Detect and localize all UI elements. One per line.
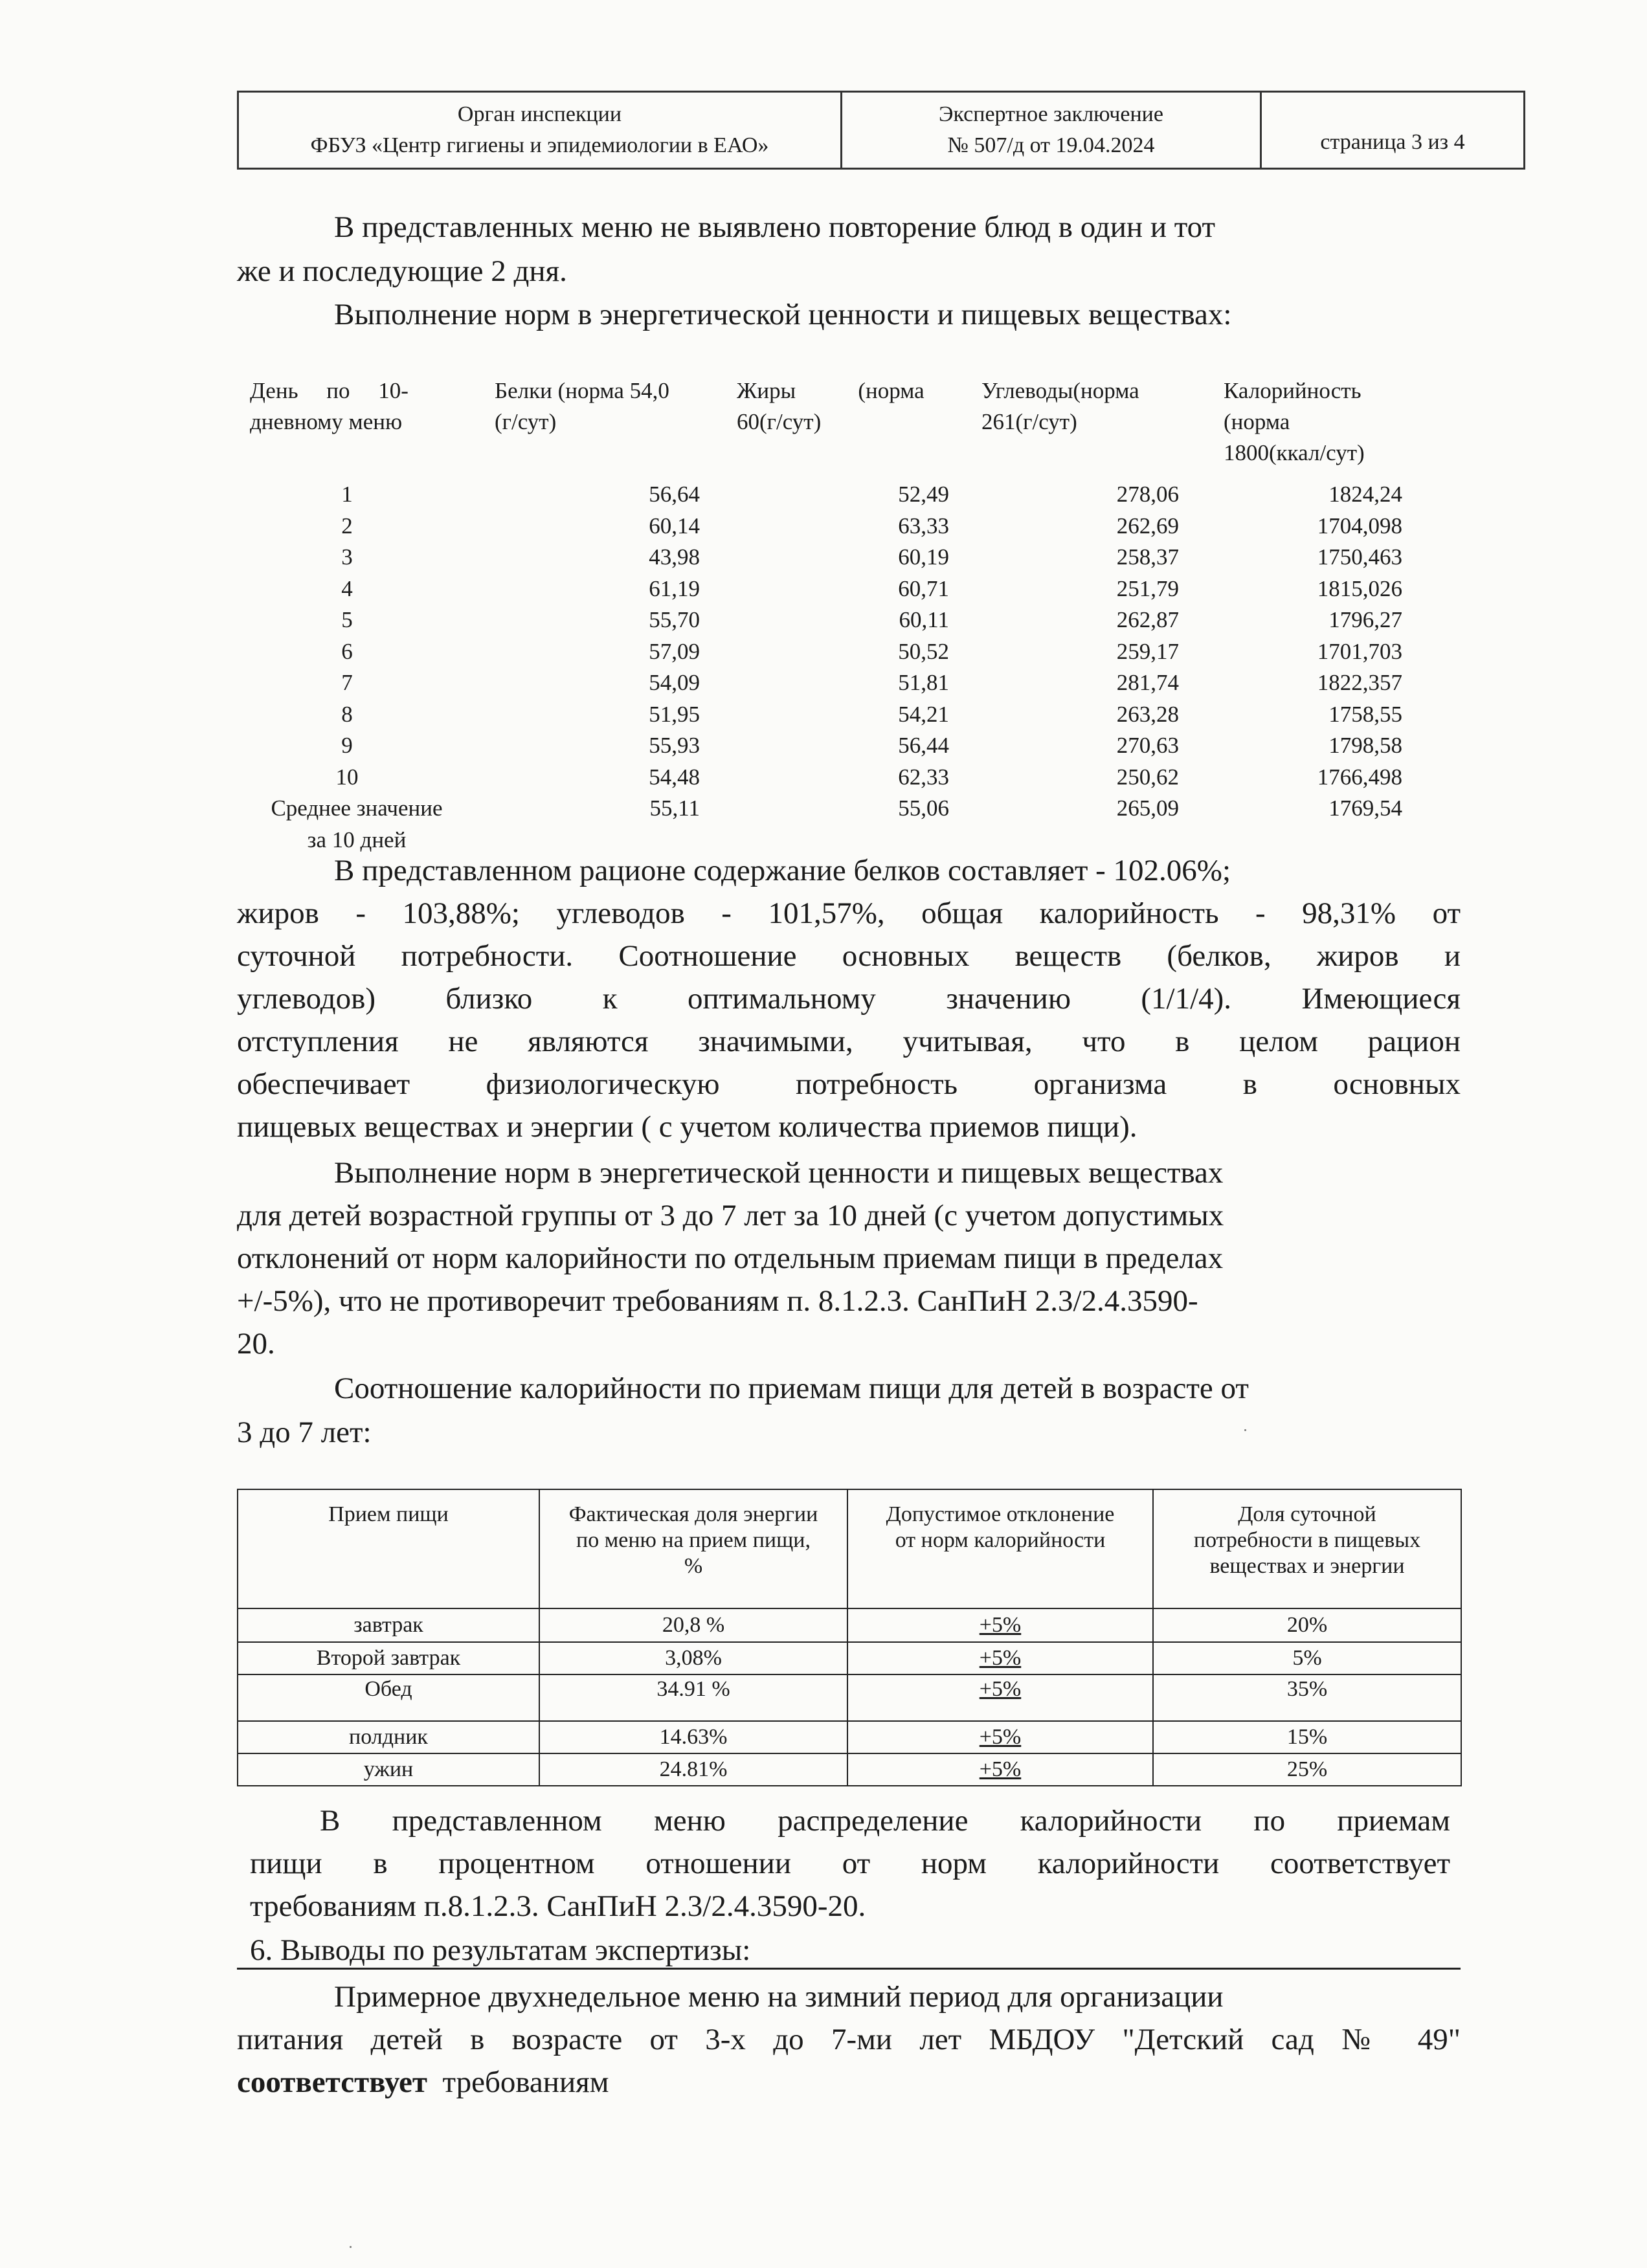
- scan-speck: [1244, 1429, 1246, 1431]
- conclusion-line-3: [237, 2061, 609, 2104]
- scan-speck: [350, 2246, 352, 2248]
- avg-label-2: за 10 дней: [307, 827, 407, 852]
- header-page-cell: [1262, 93, 1523, 168]
- conclusion-verdict: соответствует: [237, 2065, 427, 2099]
- norms-line-1: Выполнение норм в энергетической ценности и пищевых веществах: [334, 1156, 1224, 1190]
- ration-line-6: обеспечивает физиологическую потребность организма в основных: [237, 1067, 1461, 1101]
- intro-line-1: В представленных меню не выявлено повторение блюд в один и тот: [334, 210, 1216, 244]
- header-carbs: Углеводы(норма 261(г/сут): [981, 378, 1139, 434]
- nutrients-row: 6 57,09 50,52 259,17 1701,703: [341, 638, 1402, 664]
- ration-line-1: В представленном рационе содержание белков составляет - 102.06%;: [334, 854, 1231, 887]
- ratio-line-1: Соотношение калорийности по приемам пищи для детей в возрасте от: [334, 1372, 1249, 1405]
- ration-line-3: суточной потребности. Соотношение основных веществ (белков, жиров и: [237, 939, 1461, 973]
- nutrients-row: 8 51,95 54,21 263,28 1758,55: [341, 701, 1402, 727]
- ration-line-2: жиров - 103,88%; углеводов - 101,57%, общая калорийность - 98,31% от: [237, 896, 1461, 930]
- section-divider: [237, 1968, 1461, 1970]
- norms-line-3: отклонений от норм калорийности по отдельным приемам пищи в пределах: [237, 1241, 1224, 1275]
- nutrients-row: 9 55,93 56,44 270,63 1798,58: [341, 733, 1402, 758]
- page-number: страница 3 из 4: [1320, 130, 1465, 154]
- meals-header-actual: Фактическая доля энергии по меню на прием пищи, %: [539, 1489, 847, 1608]
- nutrients-table: [250, 375, 1422, 856]
- header-day: День по 10- дневному меню: [250, 378, 409, 434]
- meals-row: полдник 14.63% +5% 15%: [238, 1721, 1461, 1753]
- nutrients-row: 2 60,14 63,33 262,69 1704,098: [341, 513, 1402, 539]
- nutrients-row: 10 54,48 62,33 250,62 1766,498: [335, 764, 1402, 790]
- meals-row: Второй завтрак 3,08% +5% 5%: [238, 1642, 1461, 1674]
- nutrients-row: 5 55,70 60,11 262,87 1796,27: [341, 607, 1402, 632]
- conclusion-line-2: питания детей в возрасте от 3-х до 7-ми лет МБДОУ "Детский сад № 49": [237, 2023, 1461, 2056]
- nutrients-avg-row: Среднее значение 55,11 55,06 265,09 1769,54: [250, 793, 1422, 825]
- intro-line-2: же и последующие 2 дня.: [237, 254, 567, 288]
- meals-header-deviation: Допустимое отклонение от норм калорийности: [847, 1489, 1153, 1608]
- header-org-cell: [239, 93, 842, 168]
- avg-label: Среднее значение: [271, 795, 443, 821]
- norms-line-2: для детей возрастной группы от 3 до 7 лет за 10 дней (с учетом допустимых: [237, 1199, 1224, 1232]
- distribution-line-1: В представленном меню распределение калорийности по приемам: [320, 1804, 1450, 1838]
- meals-row: завтрак 20,8 % +5% 20%: [238, 1608, 1461, 1642]
- header-fat: Жиры (норма 60(г/сут): [737, 378, 924, 434]
- meals-header-share: Доля суточной потребности в пищевых веществах и энергии: [1153, 1489, 1461, 1608]
- intro-heading: Выполнение норм в энергетической ценности и пищевых веществах:: [334, 298, 1232, 331]
- meals-table: [237, 1489, 1462, 1786]
- distribution-line-2: пищи в процентном отношении от норм калорийности соответствует: [250, 1847, 1450, 1880]
- header-kcal: Калорийность (норма 1800(ккал/сут): [1224, 378, 1365, 465]
- org-label: Орган инспекции: [457, 102, 622, 126]
- header-table: [237, 91, 1525, 170]
- nutrients-row: 3 43,98 60,19 258,37 1750,463: [341, 544, 1402, 570]
- doc-number: № 507/д от 19.04.2024: [947, 133, 1155, 157]
- conclusion-rest: требованиям: [427, 2065, 609, 2099]
- norms-line-5: 20.: [237, 1327, 275, 1361]
- meals-row: ужин 24.81% +5% 25%: [238, 1753, 1461, 1786]
- nutrients-row: 4 61,19 60,71 251,79 1815,026: [341, 575, 1402, 601]
- nutrients-row: 7 54,09 51,81 281,74 1822,357: [341, 670, 1402, 695]
- header-protein: Белки (норма 54,0 (г/сут): [495, 378, 669, 434]
- ration-line-7: пищевых веществах и энергии ( с учетом количества приемов пищи).: [237, 1110, 1137, 1144]
- doc-label: Экспертное заключение: [939, 102, 1163, 126]
- ratio-line-2: 3 до 7 лет:: [237, 1416, 372, 1449]
- nutrients-row: 1 56,64 52,49 278,06 1824,24: [341, 482, 1402, 507]
- distribution-line-3: требованиям п.8.1.2.3. СанПиН 2.3/2.4.3590-20.: [250, 1889, 866, 1923]
- header-doc-cell: [842, 93, 1262, 168]
- nutrients-header-row: [250, 375, 1422, 479]
- ration-line-4: углеводов) близко к оптимальному значению (1/1/4). Имеющиеся: [237, 982, 1461, 1016]
- norms-line-4: +/-5%), что не противоречит требованиям п. 8.1.2.3. СанПиН 2.3/2.4.3590-: [237, 1284, 1198, 1318]
- meals-header-meal: Прием пищи: [238, 1489, 539, 1608]
- meals-header-row: [238, 1489, 1461, 1608]
- ration-line-5: отступления не являются значимыми, учитывая, что в целом рацион: [237, 1025, 1461, 1058]
- meals-row: Обед 34.91 % +5% 35%: [238, 1674, 1461, 1721]
- section-6-title: 6. Выводы по результатам экспертизы:: [250, 1933, 751, 1967]
- conclusion-line-1: Примерное двухнедельное меню на зимний период для организации: [334, 1980, 1224, 2014]
- org-name: ФБУЗ «Центр гигиены и эпидемиологии в ЕАО»: [310, 133, 769, 157]
